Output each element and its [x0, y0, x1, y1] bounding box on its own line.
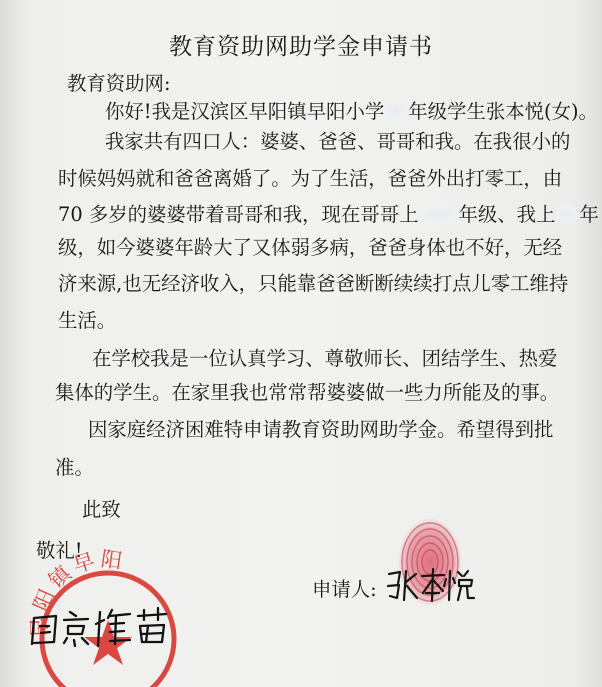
intro-line-part-b: 年级学生张本悦(女)。 [408, 100, 598, 123]
family-line-3-part-b: 年级、我上 [458, 203, 556, 226]
family-line-5: 济来源,也无经济收入，只能靠爸爸断断续续打点儿零工维持 [58, 272, 569, 295]
salutation: 教育资助网: [67, 72, 171, 95]
signature-image [386, 566, 476, 606]
approval-handwriting [32, 608, 166, 646]
redacted-grade [385, 102, 407, 120]
applicant-label: 申请人: [312, 578, 377, 601]
request-line-2: 准。 [55, 456, 94, 479]
school-line-2: 集体的学生。在家里我也常常帮婆婆做一些力所能及的事。 [55, 381, 560, 404]
family-line-4: 级，如今婆婆年龄大了又体弱多病，爸爸身体也不好，无经 [58, 236, 563, 259]
intro-line [105, 96, 598, 124]
closing-jingli: 敬礼! [36, 539, 83, 562]
family-line-1: 我家共有四口人：婆婆、爸爸、哥哥和我。在我很小的 [105, 130, 571, 153]
redacted-brother-grade [419, 205, 457, 223]
family-line-3-part-a: 70 多岁的婆婆带着哥哥和我，现在哥哥上 [58, 203, 419, 226]
stamp-text: 早阳镇早阳 [27, 546, 128, 639]
document-title: 教育资助网助学金申请书 [169, 34, 433, 60]
family-line-3 [58, 199, 599, 227]
school-line-1: 在学校我是一位认真学习、尊敬师长、团结学生、热爱 [92, 347, 558, 370]
official-stamp [20, 546, 190, 687]
family-line-3-part-c: 年 [579, 203, 599, 226]
family-line-6: 生活。 [58, 309, 117, 332]
redacted-my-grade [556, 205, 578, 223]
closing-cizhi: 此致 [82, 498, 121, 521]
request-line-1: 因家庭经济困难特申请教育资助网助学金。希望得到批 [88, 418, 554, 441]
intro-line-part-a: 你好!我是汉滨区早阳镇早阳小学 [105, 100, 385, 123]
family-line-2: 时候妈妈就和爸爸离婚了。为了生活，爸爸外出打零工，由 [58, 167, 563, 190]
